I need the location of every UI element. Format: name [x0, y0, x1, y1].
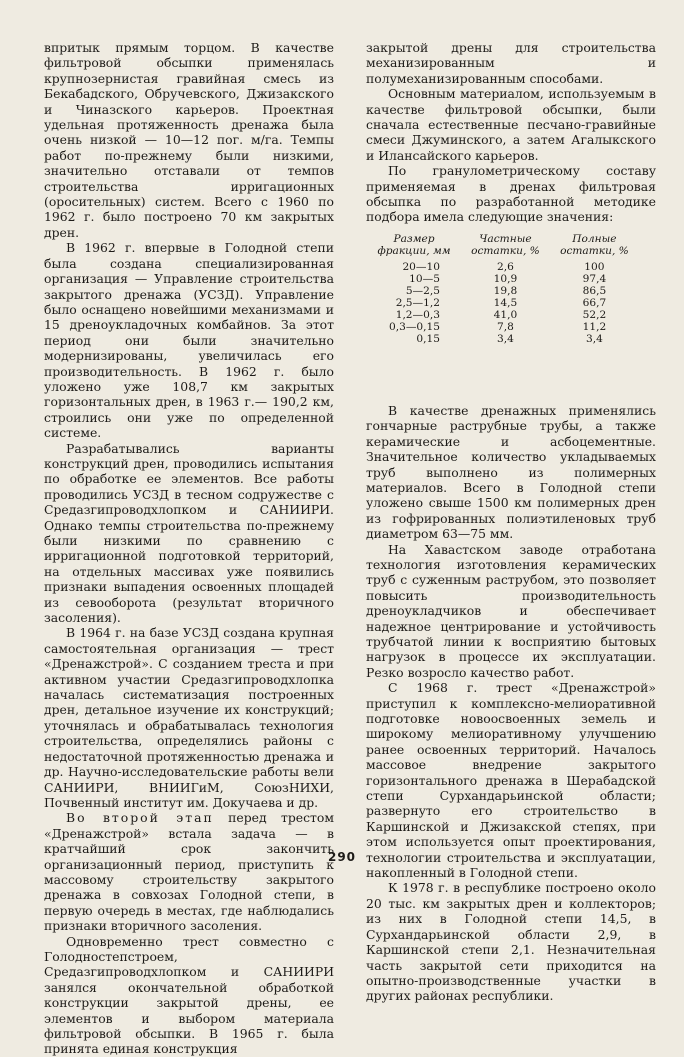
table-header: Размер фракции, мм: [377, 232, 451, 257]
table-header: Полные остатки, %: [560, 232, 629, 257]
paragraph-text: перед трестом «Дренажстрой» встала задача — в кратчайший срок закончить организационный период, приступить к массовому строительству закрытого дренажа в совхозах Голодной степи, в первую очередь в местах, где наблюдались признаки вторичного засоления.: [44, 810, 335, 934]
table-cell: 7,8: [496, 320, 514, 333]
table-cell: 20—10: [402, 260, 440, 273]
table-cell: 41,0: [493, 308, 518, 321]
table-cell: 66,7: [582, 296, 607, 309]
table-cell: 11,2: [582, 320, 607, 333]
paragraph: В качестве дренажных применялись гончарные раструбные трубы, а также керамические и асбоцементные. Значительное количество укладываемых труб выполнено из полимерных материалов. Всего в Голодной степи уложено свыше 1500 км полимерных дрен из гофрированных полиэтиленовых труб диаметром 63—75 мм.: [366, 402, 656, 542]
table-cell: 3,4: [496, 332, 514, 345]
table-row: [368, 273, 638, 285]
table-row: [368, 333, 638, 345]
paragraph: [44, 810, 334, 933]
table-cell: 86,5: [582, 284, 607, 297]
table-cell: 0,3—0,15: [388, 320, 440, 333]
blank-space: [366, 351, 656, 403]
table-cell: 2,6: [496, 260, 514, 273]
table-row: [368, 261, 638, 273]
table-cell: 100: [584, 260, 605, 273]
paragraph: К 1978 г. в республике построено около 20 тыс. км закрытых дрен и коллекторов; из них в Голодной степи 14,5, в Сурхандарьинской области 2,9, в Каршинской степи 2,1. Незначительная часть закрытой сети приходится на опытно-производственные участки в других районах республики.: [366, 880, 656, 1004]
paragraph: На Хавастском заводе отработана технология изготовления керамических труб с суженным раструбом, это позволяет повысить производительность дреноукладчиков и обеспечивает надежное центрирование и устойчивость трубчатой линии к восприятию бытовых нагрузок в процессе их эксплуатации. Резко возросло качество работ.: [366, 541, 656, 680]
table-cell: 52,2: [582, 308, 607, 321]
left-column: [44, 40, 334, 1057]
emphasized-phrase: Во второй этап: [66, 810, 214, 826]
table-header: Частные остатки, %: [471, 232, 540, 257]
table-row: [368, 309, 638, 321]
table-cell: 0,15: [416, 332, 440, 345]
table-cell: 10,9: [493, 272, 518, 285]
paragraph: впритык прямым торцом. В качестве фильтровой обсыпки применялась крупнозернистая гравийная смесь из Бекабадского, Обручевского, Джизакского и Чиназского карьеров. Проектная удельная протяженность дренажа была очень низкой — 10—12 пог. м/га. Темпы работ по-прежнему были низкими, значительно отставали от темпов строительства ирригационных (оросительных) систем. Всего с 1960 по 1962 г. было построено 70 км закрытых дрен.: [44, 40, 334, 240]
table-cell: 10—5: [409, 272, 440, 285]
paragraph: Разрабатывались варианты конструкций дрен, проводились испытания по обработке ее элементов. Все работы проводились УСЗД в тесном содружестве с Средазгипроводхлопком и САНИИРИ. Однако темпы строительства по-прежнему были низкими по сравнению с ирригационной подготовкой территорий, на отдельных массивах уже появились признаки выпадения освоенных площадей из севооборота (результат вторичного засоления).: [44, 440, 334, 626]
paragraph: С 1968 г. трест «Дренажстрой» приступил к комплексно-мелиоративной подготовке новоосвоенных земель и широкому мелиоративному улучшению ранее освоенных территорий. Началось массовое внедрение закрытого горизонтального дренажа в Шерабадской степи Сурхандарьинской области; развернуто его строительство в Каршинской и Джизакской степях, при этом используется опыт проектирования, технологии строительства и эксплуатации, накопленный в Голодной степи.: [366, 680, 656, 881]
table-header-row: [368, 233, 638, 261]
fraction-table: [368, 233, 638, 345]
table-cell: 19,8: [493, 284, 518, 297]
table-row: [368, 321, 638, 333]
paragraph: Основным материалом, используемым в качестве фильтровой обсыпки, были сначала естественные песчано-гравийные смеси Джуминского, а затем Агалыкского и Илансайского карьеров.: [366, 86, 656, 163]
page-number: 290: [327, 850, 357, 864]
paragraph: Одновременно трест совместно с Голодностепстроем, Средазгипроводхлопком и САНИИРИ занялся окончательной обработкой конструкции закрытой дрены, ее элементов и выбором материала фильтровой обсыпки. В 1965 г. была принята единая конструкция: [44, 933, 334, 1057]
table-cell: 2,5—1,2: [395, 296, 440, 309]
table-cell: 3,4: [585, 332, 603, 345]
paragraph: закрытой дрены для строительства механизированным и полумеханизированным способами.: [366, 40, 656, 86]
table-row: [368, 285, 638, 297]
table-cell: 5—2,5: [405, 284, 440, 297]
table-cell: 14,5: [493, 296, 518, 309]
paragraph: По гранулометрическому составу применяемая в дренах фильтровая обсыпка по разработанной методике подбора имела следующие значения:: [366, 163, 656, 225]
table-row: [368, 297, 638, 309]
paragraph: В 1964 г. на базе УСЗД создана крупная самостоятельная организация — трест «Дренажстрой». С созданием треста и при активном участии Средазгипроводхлопка началась систематизация построенных дрен, детальное изучение их конструкций; уточнялась и обрабатывалась технология строительства, определялись районы с недостаточной протяженностью дренажа и др. Научно-исследовательские работы вели САНИИРИ, ВНИИГиМ, СоюзНИХИ, Почвенный институт им. Докучаева и др.: [44, 625, 334, 810]
paragraph: В 1962 г. впервые в Голодной степи была создана специализированная организация — Управление строительства закрытого дренажа (УСЗД). Управление было оснащено новейшими механизмами и 15 дреноукладочных комбайнов. За этот период они были значительно модернизированы, увеличилась его производительность. В 1962 г. было уложено уже 108,7 км закрытых горизонтальных дрен, в 1963 г.— 190,2 км, строились они уже по определенной системе.: [44, 240, 334, 441]
table-cell: 1,2—0,3: [395, 308, 440, 321]
table-cell: 97,4: [582, 272, 607, 285]
